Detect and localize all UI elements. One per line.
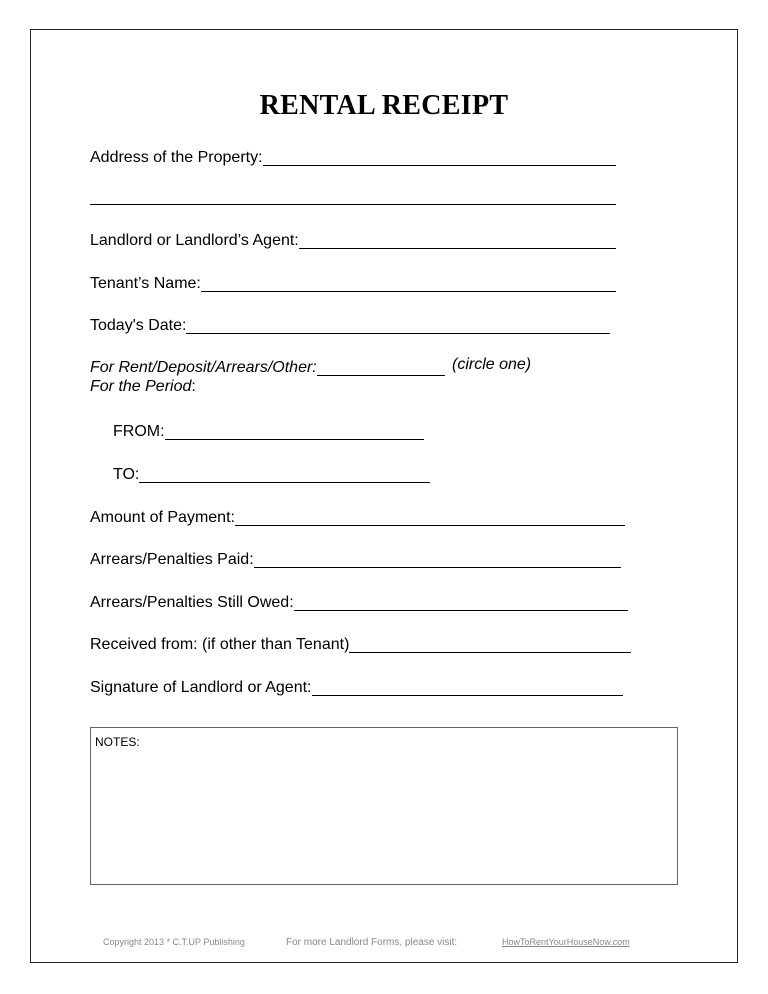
period-heading <box>90 378 196 396</box>
notes-label: NOTES: <box>95 735 140 749</box>
received-from-label: Received from: (if other than Tenant) <box>90 636 350 653</box>
arrears-owed-label: Arrears/Penalties Still Owed: <box>90 594 294 611</box>
amount-field[interactable] <box>90 505 625 527</box>
from-line[interactable] <box>165 439 424 440</box>
footer-website-link[interactable]: HowToRentYourHouseNow.com <box>502 937 630 947</box>
landlord-label: Landlord or Landlord’s Agent: <box>90 232 299 249</box>
signature-label: Signature of Landlord or Agent: <box>90 679 312 696</box>
arrears-owed-field[interactable] <box>90 590 628 612</box>
page-title: RENTAL RECEIPT <box>259 90 509 121</box>
amount-line[interactable] <box>235 525 625 526</box>
to-line[interactable] <box>139 482 430 483</box>
address-second-line[interactable] <box>90 204 616 205</box>
circle-one-note: (circle one) <box>452 356 532 373</box>
footer-copyright: Copyright 2013 * C.T.UP Publishing <box>103 937 245 947</box>
arrears-paid-field[interactable] <box>90 547 621 569</box>
date-label: Today's Date: <box>90 317 187 334</box>
period-colon: : <box>191 378 196 395</box>
landlord-line[interactable] <box>299 248 616 249</box>
to-label: TO: <box>113 466 140 483</box>
payment-type-field[interactable] <box>90 355 445 377</box>
address-field[interactable] <box>90 145 616 167</box>
to-field[interactable] <box>113 462 430 484</box>
from-label: FROM: <box>113 423 165 440</box>
tenant-label: Tenant’s Name: <box>90 275 201 292</box>
date-field[interactable] <box>90 313 610 335</box>
tenant-field[interactable] <box>90 271 616 293</box>
arrears-paid-label: Arrears/Penalties Paid: <box>90 551 254 568</box>
payment-type-label: For Rent/Deposit/Arrears/Other: <box>90 359 317 376</box>
amount-label: Amount of Payment: <box>90 509 235 526</box>
address-line[interactable] <box>263 165 616 166</box>
period-label: For the Period <box>90 378 192 395</box>
footer-more-forms: For more Landlord Forms, please visit: <box>286 937 458 948</box>
signature-line[interactable] <box>312 695 624 696</box>
tenant-line[interactable] <box>201 291 616 292</box>
address-label: Address of the Property: <box>90 149 263 166</box>
date-line[interactable] <box>186 333 610 334</box>
landlord-field[interactable] <box>90 228 616 250</box>
received-from-field[interactable] <box>90 632 631 654</box>
signature-field[interactable] <box>90 675 623 697</box>
arrears-owed-line[interactable] <box>294 610 628 611</box>
received-from-line[interactable] <box>349 652 631 653</box>
from-field[interactable] <box>113 419 424 441</box>
notes-box[interactable] <box>90 727 678 885</box>
payment-type-line[interactable] <box>317 375 445 376</box>
arrears-paid-line[interactable] <box>254 567 621 568</box>
